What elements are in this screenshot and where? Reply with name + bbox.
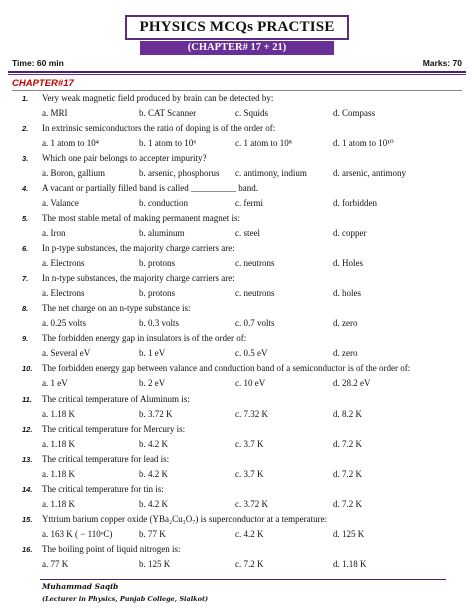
option-d[interactable]: d. 28.2 eV (333, 378, 371, 389)
option-a[interactable]: a. 1.18 K (42, 498, 75, 509)
question-number: 3. (22, 154, 29, 164)
option-b[interactable]: b. 0.3 volts (139, 318, 180, 329)
option-d[interactable]: d. holes (333, 288, 361, 299)
question-line (0, 123, 474, 137)
question-text: A vacant or partially filled band is called __________ band. (42, 183, 258, 194)
option-b[interactable]: b. 2 eV (139, 378, 166, 389)
question-line (0, 213, 474, 227)
option-c[interactable]: c. 3.7 K (235, 438, 264, 449)
page-title: PHYSICS MCQs PRACTISE (139, 19, 335, 35)
option-a[interactable]: a. 1 eV (42, 378, 68, 389)
time-label: Time: 60 min (12, 58, 64, 68)
option-b[interactable]: b. protons (139, 258, 175, 269)
option-a[interactable]: a. Electrons (42, 288, 85, 299)
option-a[interactable]: a. Valance (42, 198, 79, 209)
option-b[interactable]: b. 1 atom to 10⁶ (139, 138, 197, 149)
question-number: 2. (22, 124, 29, 134)
options-row (0, 559, 474, 573)
option-c[interactable]: c. 3.72 K (235, 498, 268, 509)
question-line (0, 544, 474, 558)
option-a[interactable]: a. 1.18 K (42, 468, 75, 479)
section-heading: CHAPTER#17 (12, 78, 74, 89)
option-c[interactable]: c. neutrons (235, 258, 275, 269)
option-b[interactable]: b. 4.2 K (139, 498, 168, 509)
option-a[interactable]: a. 1 atom to 10⁴ (42, 138, 99, 149)
question-number: 7. (22, 274, 29, 284)
question-number: 10. (22, 364, 33, 374)
option-d[interactable]: d. Compass (333, 108, 376, 118)
option-b[interactable]: b. 4.2 K (139, 468, 168, 479)
question-line (0, 514, 474, 528)
question-number: 6. (22, 244, 29, 254)
options-row (0, 108, 474, 122)
option-d[interactable]: d. 8.2 K (333, 408, 362, 419)
question-line (0, 454, 474, 468)
question-number: 14. (22, 484, 33, 494)
question-text: In p-type substances, the majority charge carriers are: (42, 243, 235, 254)
option-c[interactable]: c. antimony, indium (235, 168, 307, 179)
option-d[interactable]: d. Holes (333, 258, 363, 269)
option-a[interactable]: a. 77 K (42, 558, 69, 569)
option-d[interactable]: d. copper (333, 228, 367, 239)
option-d[interactable]: d. zero (333, 348, 358, 359)
option-d[interactable]: d. 1.18 K (333, 558, 367, 569)
option-c[interactable]: c. 4.2 K (235, 528, 264, 539)
section-divider (12, 90, 462, 91)
question-number: 15. (22, 514, 33, 524)
question-text: The forbidden energy gap between valance and conduction band of a semiconductor is of the order of: (42, 363, 411, 374)
option-a[interactable]: a. 163 K ( − 110ᵒC) (42, 528, 113, 539)
option-c[interactable]: c. Squids (235, 108, 269, 118)
option-c[interactable]: c. 0.5 eV (235, 348, 268, 359)
option-d[interactable]: d. 125 K (333, 528, 365, 539)
option-a[interactable]: a. Several eV (42, 348, 91, 359)
author-name: Muhammad Saqib (42, 582, 119, 591)
question-number: 1. (22, 94, 29, 103)
option-b[interactable]: b. 4.2 K (139, 438, 168, 449)
option-c[interactable]: c. fermi (235, 198, 263, 209)
option-b[interactable]: b. arsenic, phosphorus (139, 168, 220, 179)
option-d[interactable]: d. zero (333, 318, 358, 329)
question-text: In extrinsic semiconductors the ratio of doping is of the order of: (42, 123, 276, 134)
question-number: 12. (22, 424, 33, 434)
question-line (0, 333, 474, 347)
options-row (0, 378, 474, 392)
option-c[interactable]: c. steel (235, 228, 260, 239)
options-row (0, 439, 474, 453)
option-c[interactable]: c. neutrons (235, 288, 275, 299)
question-line (0, 363, 474, 377)
option-b[interactable]: b. CAT Scanner (139, 108, 197, 118)
question-text: The forbidden energy gap in insulators is of the order of: (42, 333, 247, 344)
option-c[interactable]: c. 3.7 K (235, 468, 264, 479)
header-divider-thin (8, 74, 466, 75)
option-d[interactable]: d. 1 atom to 10¹⁰ (333, 138, 394, 149)
option-b[interactable]: b. 77 K (139, 528, 166, 539)
title-box (125, 15, 349, 40)
option-d[interactable]: d. 7.2 K (333, 468, 362, 479)
question-text: Yttrium barium copper oxide (YBa₂Cu₃O₇) is superconductor at a temperature: (42, 513, 328, 524)
question-text: The net charge on an n-type substance is: (42, 303, 191, 314)
question-number: 8. (22, 304, 29, 314)
question-text: The critical temperature for tin is: (42, 483, 164, 494)
question-number: 4. (22, 184, 29, 194)
option-a[interactable]: a. 1.18 K (42, 408, 75, 419)
option-b[interactable]: b. 3.72 K (139, 408, 173, 419)
question-text: Very weak magnetic field produced by brain can be detected by: (42, 93, 274, 103)
question-text: The boiling point of liquid nitrogen is: (42, 543, 181, 554)
options-row (0, 168, 474, 182)
option-c[interactable]: c. 1 atom to 10⁸ (235, 138, 292, 149)
options-row (0, 198, 474, 212)
question-number: 5. (22, 214, 29, 224)
question-line (0, 243, 474, 257)
chapter-banner: (CHAPTER# 17 + 21) (140, 41, 334, 55)
option-d[interactable]: d. forbidden (333, 198, 377, 209)
option-a[interactable]: a. Electrons (42, 258, 85, 269)
options-row (0, 228, 474, 242)
options-row (0, 288, 474, 302)
option-d[interactable]: d. 7.2 K (333, 498, 362, 509)
option-a[interactable]: a. Boron, gallium (42, 168, 105, 179)
question-line (0, 153, 474, 167)
author-role: (Lecturer in Physics, Punjab College, Sialkot) (42, 595, 209, 603)
question-text: The most stable metal of making permanent magnet is: (42, 213, 240, 224)
header-divider (8, 71, 466, 73)
option-a[interactable]: a. Iron (42, 228, 66, 239)
question-number: 16. (22, 544, 33, 554)
option-b[interactable]: b. conduction (139, 198, 188, 209)
option-a[interactable]: a. 1.18 K (42, 438, 75, 449)
option-a[interactable]: a. 0.25 volts (42, 318, 86, 329)
option-d[interactable]: d. 7.2 K (333, 438, 362, 449)
option-b[interactable]: b. 1 eV (139, 348, 166, 359)
options-row (0, 318, 474, 332)
options-row (0, 258, 474, 272)
question-text: Which one pair belongs to accepter impurity? (42, 153, 207, 164)
option-b[interactable]: b. 125 K (139, 558, 171, 569)
footer-divider (40, 579, 446, 580)
question-line (0, 273, 474, 287)
question-line (0, 183, 474, 197)
question-line (0, 394, 474, 408)
question-number: 13. (22, 454, 33, 464)
option-b[interactable]: b. aluminum (139, 228, 185, 239)
question-text: In n-type substances, the majority charge carriers are: (42, 273, 235, 284)
question-text: The critical temperature for Mercury is: (42, 423, 186, 434)
option-c[interactable]: c. 7.2 K (235, 558, 264, 569)
options-row (0, 499, 474, 513)
option-c[interactable]: c. 0.7 volts (235, 318, 275, 329)
question-number: 9. (22, 334, 29, 344)
question-text: The critical temperature of Aluminum is: (42, 393, 190, 404)
question-number: 11. (22, 394, 32, 404)
options-row (0, 409, 474, 423)
option-c[interactable]: c. 10 eV (235, 378, 266, 389)
option-d[interactable]: d. arsenic, antimony (333, 168, 406, 179)
question-line (0, 93, 474, 107)
options-row (0, 138, 474, 152)
question-line (0, 303, 474, 317)
options-row (0, 348, 474, 362)
question-text: The critical temperature for lead is: (42, 453, 170, 464)
marks-label: Marks: 70 (422, 58, 462, 68)
question-line (0, 484, 474, 498)
option-b[interactable]: b. protons (139, 288, 175, 299)
option-c[interactable]: c. 7.32 K (235, 408, 268, 419)
options-row (0, 529, 474, 543)
options-row (0, 469, 474, 483)
option-a[interactable]: a. MRI (42, 108, 68, 118)
question-line (0, 424, 474, 438)
